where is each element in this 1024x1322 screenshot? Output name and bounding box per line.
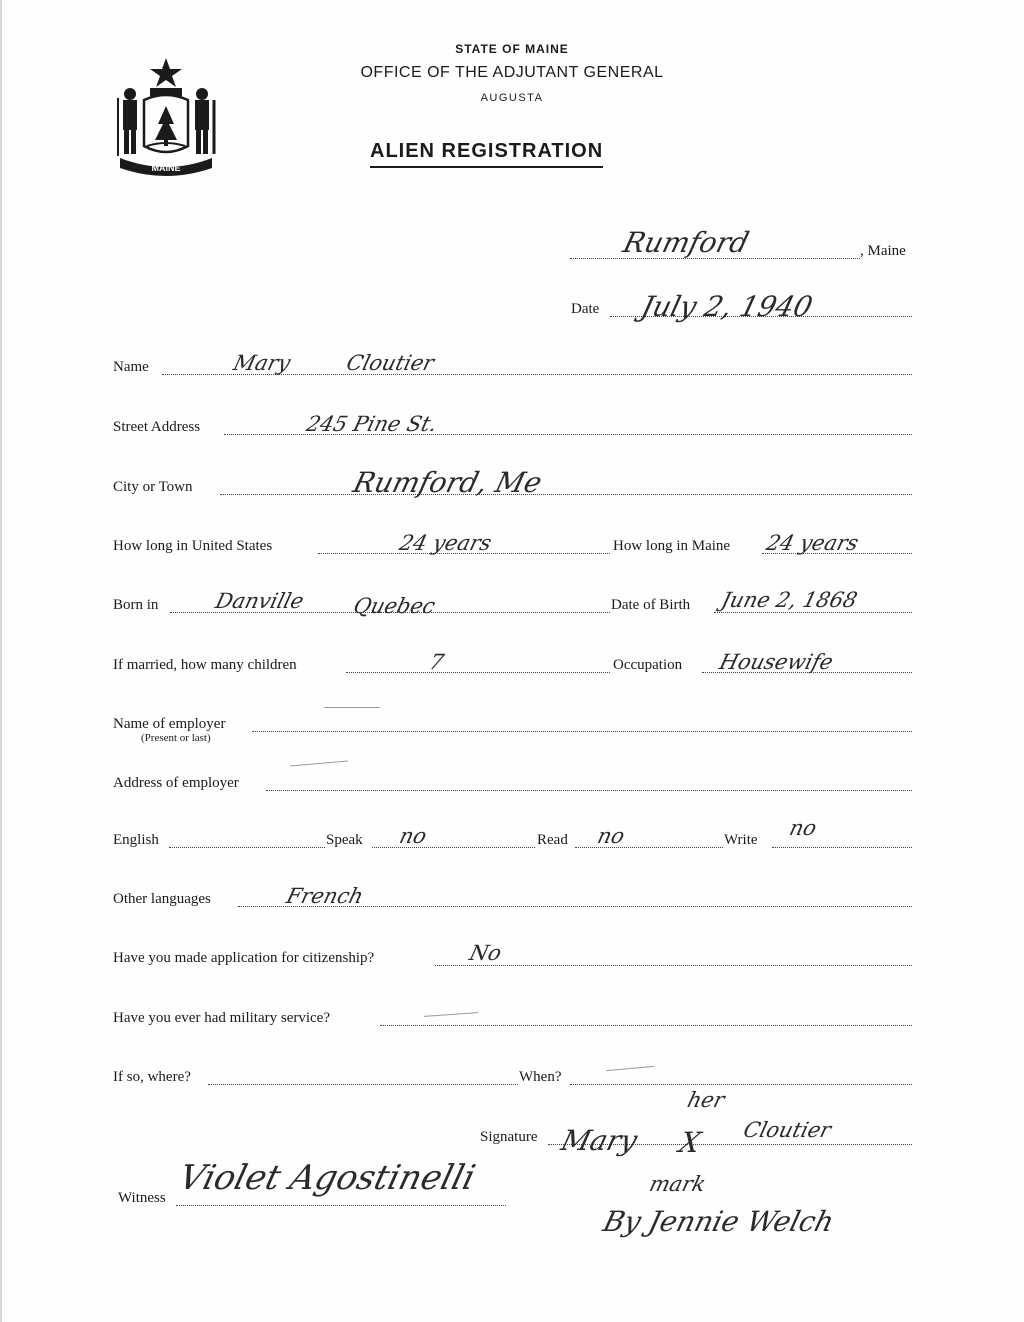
read-label: Read bbox=[537, 832, 568, 848]
how-long-maine-label: How long in Maine bbox=[613, 538, 731, 554]
write-line bbox=[772, 847, 912, 848]
blank-dash bbox=[324, 707, 380, 708]
citizenship-value[interactable]: No bbox=[467, 941, 505, 965]
where-label: If so, where? bbox=[113, 1069, 191, 1085]
how-long-maine-value[interactable]: 24 years bbox=[764, 531, 862, 555]
town-value[interactable]: Rumford bbox=[619, 226, 753, 259]
signature-by: By Jennie Welch bbox=[599, 1205, 838, 1238]
city-label: City or Town bbox=[113, 479, 193, 495]
signature-mark: mark bbox=[647, 1172, 709, 1196]
when-line[interactable] bbox=[570, 1084, 912, 1085]
form-title: ALIEN REGISTRATION bbox=[370, 140, 603, 168]
born-place-value[interactable]: Danville bbox=[213, 589, 307, 613]
read-value[interactable]: no bbox=[595, 824, 628, 848]
other-languages-label: Other languages bbox=[113, 891, 211, 907]
witness-label: Witness bbox=[118, 1190, 166, 1206]
how-long-us-value[interactable]: 24 years bbox=[397, 531, 495, 555]
english-label: English bbox=[113, 832, 159, 848]
employer-address-line[interactable] bbox=[266, 790, 912, 791]
street-address-value[interactable]: 245 Pine St. bbox=[304, 412, 440, 436]
date-value[interactable]: July 2, 1940 bbox=[637, 290, 816, 323]
city-value[interactable]: Rumford, Me bbox=[349, 466, 546, 499]
maine-label: , Maine bbox=[860, 243, 906, 259]
blank-dash bbox=[606, 1066, 654, 1071]
signature-her: her bbox=[685, 1088, 727, 1112]
signature-x-mark: X bbox=[675, 1126, 705, 1159]
maine-state-seal-icon bbox=[114, 54, 218, 184]
employer-name-line[interactable] bbox=[252, 731, 912, 732]
military-label: Have you ever had military service? bbox=[113, 1010, 330, 1026]
name-label: Name bbox=[113, 359, 149, 375]
occupation-label: Occupation bbox=[613, 657, 683, 673]
children-line bbox=[346, 672, 610, 673]
military-line[interactable] bbox=[380, 1025, 912, 1026]
blank-dash bbox=[290, 760, 348, 766]
employer-address-label: Address of employer bbox=[113, 775, 239, 791]
children-value[interactable]: 7 bbox=[427, 650, 447, 674]
date-of-birth-value[interactable]: June 2, 1868 bbox=[719, 588, 860, 612]
speak-label: Speak bbox=[326, 832, 363, 848]
svg-text:MAINE: MAINE bbox=[151, 163, 181, 173]
write-value[interactable]: no bbox=[787, 816, 820, 840]
how-long-us-label: How long in United States bbox=[113, 538, 273, 554]
speak-value[interactable]: no bbox=[397, 824, 430, 848]
other-languages-value[interactable]: French bbox=[284, 884, 366, 908]
date-label: Date bbox=[571, 301, 600, 317]
where-line[interactable] bbox=[208, 1084, 518, 1085]
citizenship-label: Have you made application for citizenship? bbox=[113, 950, 375, 966]
citizenship-line bbox=[435, 965, 912, 966]
city-line bbox=[220, 494, 912, 495]
witness-line bbox=[176, 1205, 506, 1206]
witness-signature: Violet Agostinelli bbox=[175, 1158, 480, 1198]
born-in-label: Born in bbox=[113, 597, 159, 613]
name-last-value[interactable]: Cloutier bbox=[344, 351, 437, 375]
signature-last: Cloutier bbox=[741, 1118, 834, 1142]
city-heading: AUGUSTA bbox=[480, 92, 544, 104]
street-address-label: Street Address bbox=[113, 419, 201, 435]
blank-dash bbox=[424, 1012, 478, 1017]
signature-label: Signature bbox=[480, 1129, 538, 1145]
employer-name-label: Name of employer bbox=[113, 716, 226, 732]
date-of-birth-line bbox=[714, 612, 912, 613]
english-line bbox=[169, 847, 325, 848]
occupation-value[interactable]: Housewife bbox=[717, 650, 836, 674]
born-province-value[interactable]: Quebec bbox=[351, 594, 438, 618]
name-first-value[interactable]: Mary bbox=[231, 351, 293, 375]
date-of-birth-label: Date of Birth bbox=[611, 597, 691, 613]
signature-first: Mary bbox=[557, 1124, 641, 1157]
children-label: If married, how many children bbox=[113, 657, 297, 673]
write-label: Write bbox=[724, 832, 758, 848]
when-label: When? bbox=[519, 1069, 562, 1085]
state-heading: STATE OF MAINE bbox=[455, 42, 569, 56]
employer-note-label: (Present or last) bbox=[141, 732, 211, 744]
office-heading: OFFICE OF THE ADJUTANT GENERAL bbox=[360, 64, 664, 81]
